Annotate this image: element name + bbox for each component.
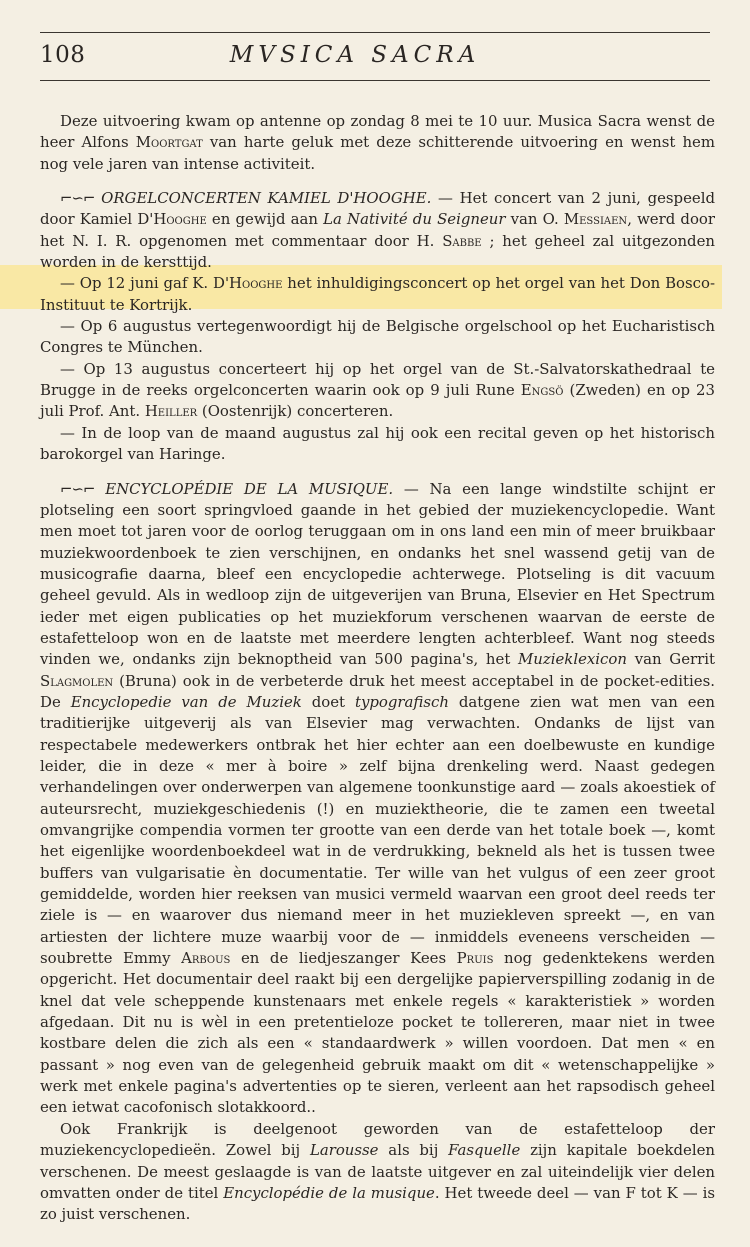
header-rule-bottom (40, 80, 710, 81)
body-text (40, 111, 715, 1226)
surname: Slagmolen (40, 671, 114, 690)
surname: Hooghe (229, 274, 283, 293)
paragraph: ⌐∽⌐ ORGELCONCERTEN KAMIEL D'HOOGHE. — Het concert van 2 juni, gespeeld door Kamiel D'Hooghe en gewijd aan La Nativité du Seigneur van O. Messiaen, werd door het N. I. R. opgenomen met commentaar door H. Sabbe ; het geheel zal uitgezonden worden in de kersttijd. (40, 189, 716, 272)
section-heading: ORGELCONCERTEN KAMIEL D'HOOGHE. (101, 189, 432, 208)
emphasis: typografisch (355, 692, 449, 711)
running-title: MVSICA SACRA (229, 42, 481, 68)
work-title: Muzieklexicon (518, 650, 627, 669)
ornament-icon: ⌐∽⌐ (60, 189, 95, 208)
surname: Messiaen (563, 210, 628, 229)
paragraph: ⌐∽⌐ ENCYCLOPÉDIE DE LA MUSIQUE. — Na een lange windstilte schijnt er plotseling een soort springvloed gaande in het gebied der muziekencyclopedie. Want men moet tot jaren voor de oorlog teruggaan om in ons land een min of meer bruikbaar muziekwoordenboek te zien verschijnen, en ondanks het snel wassend getij van de musicografie daarna, bleef een encyclopedie achterwege. Plotseling is dit vacuum geheel gevuld. Als in wedloop zijn de uitgeverijen van Bruna, Elsevier en Het Spectrum ieder met eigen publicaties op het muziekforum verschenen waarvan de eerste de estafetteloop won en de laatste met meerdere lengten achterbleef. Want nog steeds vinden we, ondanks zijn beknoptheid van 500 pagina's, het Muzieklexicon van Gerrit Slagmolen (Bruna) ook in de verbeterde druk het meest acceptabel in de pocket-edities. De Encyclopedie van de Muziek doet typografisch datgene zien wat men van een traditierijke uitgeverij als van Elsevier mag verwachten. Ondanks de lijst van respectabele medewerkers ontbrak het hier echter aan een doelbewuste en kundige leider, die in deze « mer à boire » zelf bijna drenkeling werd. Naast gedegen verhandelingen over onderwerpen van algemene toonkunstige aard — zoals akoestiek of auteursrecht, muziekgeschiedenis (!) en muziektheorie, die te zamen een tweetal omvangrijke compendia vormen ter grootte van een derde van het totale boek —, komt het eigenlijke woordenboekdeel wat in de verdrukking, bekneld als het is tussen twee buffers van vulgarisatie èn documentatie. Ter wille van het vulgus of een zeer groot gemiddelde, worden hier reeksen van musici vermeld waarvan een groot deel reeds ter ziele is — en waarover dus niemand meer in het muziekleven spreekt —, en van artiesten der lichtere muze waarbij voor de — inmiddels eveneens verscheiden — soubrette Emmy Arbous en de liedjeszanger Kees Pruis nog gedenktekens werden opgericht. Het documentair deel raakt bij een dergelijke papierverspilling zodanig in de knel dat vele scheppende kunstenaars met enkele regels « karakteristiek » worden afgedaan. Dit nu is wèl in een pretentieloze pocket te tollereren, maar niet in twee kostbare delen die zich als een « standaardwerk » willen voordoen. Dat men « en passant » nog even van de gelegenheid gebruik maakt om dit « wetenschappelijke » werk met enkele pagina's advertenties op te sieren, verleent aan het rapsodisch geheel een ietwat cacofonisch slotakkoord.. (40, 479, 716, 1117)
publisher: Fasquelle (448, 1141, 521, 1160)
ornament-icon: ⌐∽⌐ (60, 479, 95, 498)
paragraph-highlighted: — Op 12 juni gaf K. D'Hooghe het inhuldigingsconcert op het orgel van het Don Bosco-Instituut te Kortrijk. (40, 274, 715, 314)
publisher: Larousse (309, 1141, 379, 1160)
surname: Pruis (456, 949, 494, 968)
surname: Hooghe (153, 210, 207, 229)
paragraph: Ook Frankrijk is deelgenoot geworden van de estafetteloop der muziekencyclopedieën. Zowel bij Larousse als bij Fasquelle zijn kapitale boekdelen verschenen. De meest geslaagde is van de laatste uitgever en zal uiteindelijk vier delen omvatten onder de titel Encyclopédie de la musique. Het tweede deel — van F tot K — is zo juist verschenen. (40, 1119, 715, 1224)
work-title: La Nativité du Seigneur (323, 210, 506, 229)
paragraph: — Op 6 augustus vertegenwoordigt hij de Belgische orgelschool op het Eucharistisch Congres te München. (40, 317, 715, 357)
section-heading: ENCYCLOPÉDIE DE LA MUSIQUE. (105, 479, 394, 498)
paragraph: — Op 13 augustus concerteert hij op het orgel van de St.-Salvatorskathedraal te Brugge in de reeks orgelconcerten waarin ook op 9 juli Rune Engsö (Zweden) en op 23 juli Prof. Ant. Heiller (Oostenrijk) concerteren. (40, 359, 715, 421)
surname: Engsö (520, 381, 564, 400)
work-title: Encyclopédie de la musique (223, 1183, 435, 1202)
surname: Sabbe (442, 231, 482, 250)
surname: Heiller (144, 402, 198, 421)
paragraph: — In de loop van de maand augustus zal hij ook een recital geven op het historisch barokorgel van Haringe. (40, 423, 715, 464)
surname: Moortgat (135, 133, 203, 152)
header-rule-top (40, 32, 710, 33)
paragraph: Deze uitvoering kwam op antenne op zondag 8 mei te 10 uur. Musica Sacra wenst de heer Alfons Moortgat van harte geluk met deze schitterende uitvoering en wenst hem nog vele jaren van intense activiteit. (40, 112, 715, 173)
page-number: 108 (40, 42, 86, 68)
surname: Arbous (181, 949, 231, 968)
work-title: Encyclopedie van de Muziek (70, 692, 302, 711)
